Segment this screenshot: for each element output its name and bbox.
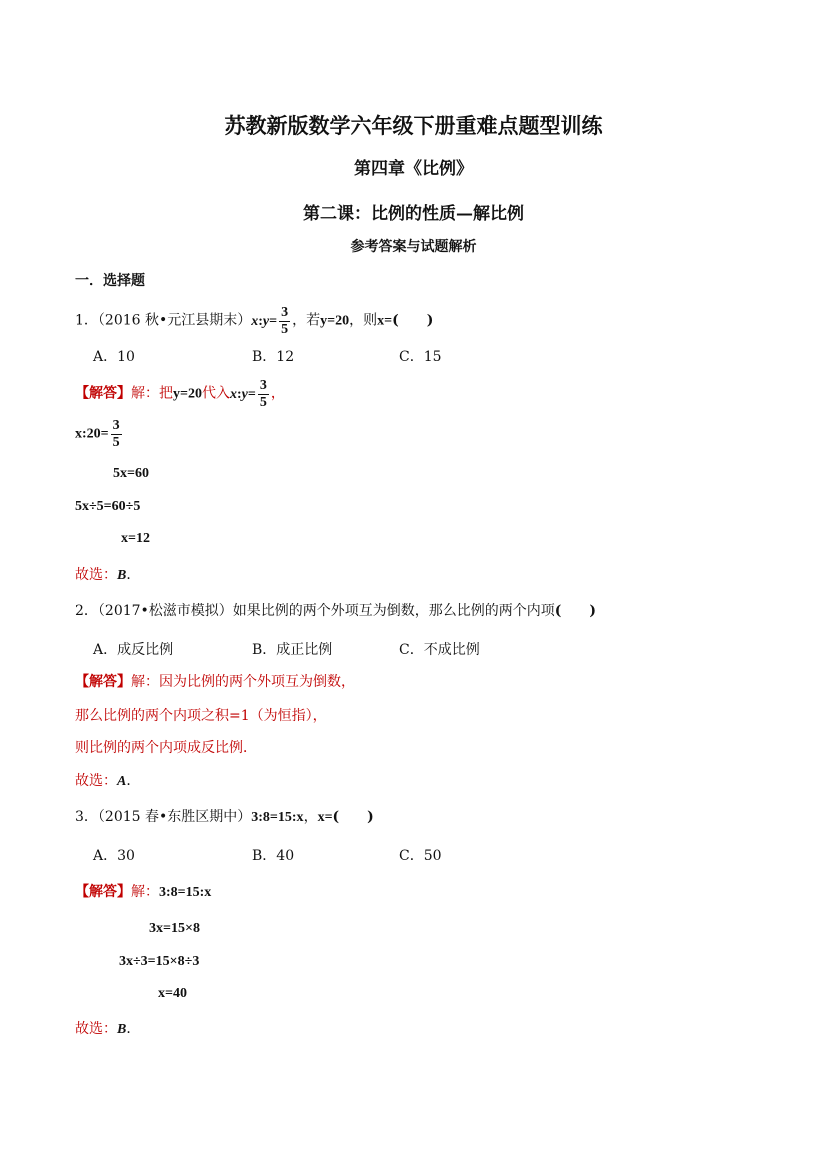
q3-option-b: B．40	[252, 848, 295, 864]
q1-step-3: 5x÷5=60÷5	[75, 499, 141, 514]
q2-option-c: C．不成比例	[399, 642, 480, 658]
q1-step-4: x=12	[121, 531, 150, 546]
answer-bracket: ( )	[332, 809, 374, 825]
q3-step-4: x=40	[158, 986, 187, 1001]
subtitle: 参考答案与试题解析	[350, 239, 477, 255]
q1-choice: 故选：B．	[75, 567, 141, 583]
q2-choice: 故选：A．	[75, 773, 141, 789]
q1-option-b: B．12	[252, 349, 295, 365]
q1-answer-line: 【解答】解：把y=20代入x:y= $\frac{3}{5}$ ，	[75, 378, 285, 410]
question-1: 1．（2016 秋•元江县期末）x:y= $\frac{3}{5}$ ，若y=20，则x=( )	[75, 305, 434, 337]
question-2: 2．（2017•松滋市模拟）如果比例的两个外项互为倒数，那么比例的两个内项( )	[75, 603, 597, 619]
q1-fraction: $\frac{3}{5}$	[281, 305, 289, 337]
q1-option-a: A．10	[93, 349, 135, 365]
q1-step-1: x:20= $\frac{3}{5}$	[75, 418, 120, 450]
question-1-prefix: 1．（2016 秋•元江县期末）	[75, 312, 252, 329]
q1-step-2: 5x=60	[113, 466, 149, 481]
q3-step-2: 3x=15×8	[149, 921, 200, 936]
q3-choice: 故选：B．	[75, 1021, 141, 1037]
q3-step-3: 3x÷3=15×8÷3	[119, 954, 200, 969]
q3-option-a: A．30	[93, 848, 135, 864]
question-3: 3．（2015 春•东胜区期中）3:8=15:x，x=( )	[75, 809, 374, 825]
document-title: 苏教新版数学六年级下册重难点题型训练	[224, 113, 603, 138]
q3-answer-line: 【解答】解：3:8=15:x	[75, 884, 212, 900]
answer-bracket: ( )	[554, 603, 597, 619]
lesson-title: 第二课：比例的性质—解比例	[303, 204, 524, 224]
q1-formula: x:y= $\frac{3}{5}$	[251, 305, 289, 337]
q2-answer-line-2: 那么比例的两个内项之积=1（为恒指），	[75, 708, 327, 724]
q2-option-b: B．成正比例	[252, 642, 333, 658]
q1-option-c: C．15	[399, 349, 442, 365]
answer-tag: 【解答】	[75, 674, 131, 690]
q2-option-a: A．成反比例	[93, 642, 174, 658]
chapter-title: 第四章《比例》	[354, 159, 473, 179]
q2-answer-line-3: 则比例的两个内项成反比例．	[75, 740, 257, 756]
section-heading: 一．选择题	[75, 273, 145, 289]
q3-option-c: C．50	[399, 848, 442, 864]
answer-bracket: ( )	[392, 312, 434, 329]
q2-answer-line-1: 【解答】解：因为比例的两个外项互为倒数，	[75, 674, 355, 690]
answer-tag: 【解答】	[75, 884, 131, 900]
answer-tag: 【解答】	[75, 385, 131, 402]
